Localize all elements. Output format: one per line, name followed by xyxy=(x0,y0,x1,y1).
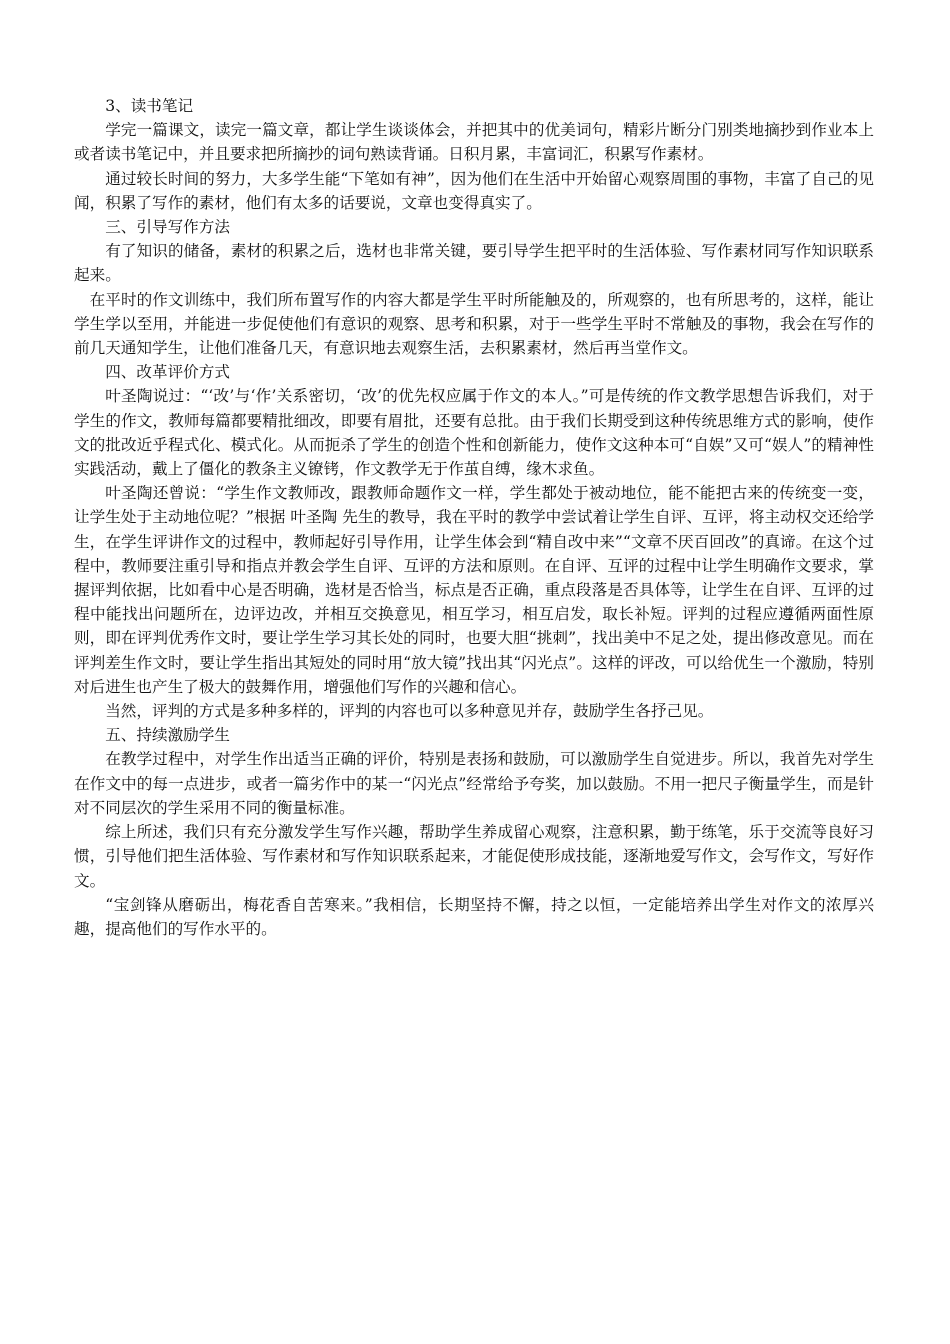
paragraph: 叶圣陶说过：“‘改’与‘作’关系密切，‘改’的优先权应属于作文的本人。”可是传统的作文教学思想告诉我们，对于学生的作文，教师每篇都要精批细改，即要有眉批，还要有总批。由于我们长期受到这种传统思维方式的影响，使作文的批改近乎程式化、模式化。从而扼杀了学生的创造个性和创新能力，使作文这种本可“自娱”又可“娱人”的精神性实践活动，戴上了僵化的教条主义镣铐，作文教学无于作茧自缚，缘木求鱼。 xyxy=(74,387,874,479)
paragraph: 叶圣陶还曾说：“学生作文教师改，跟教师命题作文一样，学生都处于被动地位，能不能把古来的传统变一变，让学生处于主动地位呢？”根据 叶圣陶 先生的教导，我在平时的教学中尝试着让学生自评、互评，将主动权交还给学生，在学生评讲作文的过程中，教师起好引导作用，让学生体会到“精自改中来”“文章不厌百回改”的真谛。在这个过程中，教师要注重引导和指点并教会学生自评、互评的方法和原则。在自评、互评的过程中让学生明确作文要求，掌握评判依据，比如看中心是否明确，选材是否恰当，标点是否正确，重点段落是否具体等，让学生在自评、互评的过程中能找出问题所在，边评边改，并相互交换意见，相互学习，相互启发，取长补短。评判的过程应遵循两面性原则，即在评判优秀作文时，要让学生学习其长处的同时，也要大胆“挑刺”，找出美中不足之处，提出修改意见。而在评判差生作文时，要让学生指出其短处的同时用“放大镜”找出其“闪光点”。这样的评改，可以给优生一个激励，特别对后进生也产生了极大的鼓舞作用，增强他们写作的兴趣和信心。 xyxy=(74,484,874,696)
paragraph: 综上所述，我们只有充分激发学生写作兴趣，帮助学生养成留心观察，注意积累，勤于练笔，乐于交流等良好习惯，引导他们把生活体验、写作素材和写作知识联系起来，才能促使形成技能，逐渐地爱写作文，会写作文，写好作文。 xyxy=(74,823,874,890)
heading-guide-writing-methods: 三、引导写作方法 xyxy=(105,218,230,237)
paragraph: 当然，评判的方式是多种多样的，评判的内容也可以多种意见并存，鼓励学生各抒己见。 xyxy=(105,702,714,721)
heading-reading-notes: 3、读书笔记 xyxy=(105,97,194,115)
heading-continuous-encouragement: 五、持续激励学生 xyxy=(105,726,230,745)
paragraph: 学完一篇课文，读完一篇文章，都让学生谈谈体会，并把其中的优美词句，精彩片断分门别类地摘抄到作业本上或者读书笔记中，并且要求把所摘抄的词句熟读背诵。日积月累，丰富词汇，积累写作素材。 xyxy=(74,121,874,164)
heading-reform-evaluation: 四、改革评价方式 xyxy=(105,363,230,382)
document-body xyxy=(74,94,874,941)
paragraph: 在平时的作文训练中，我们所布置写作的内容大都是学生平时所能触及的，所观察的，也有所思考的，这样，能让学生学以至用，并能进一步促使他们有意识的观察、思考和积累，对于一些学生平时不常触及的事物，我会在写作的前几天通知学生，让他们准备几天，有意识地去观察生活，去积累素材，然后再当堂作文。 xyxy=(74,290,874,358)
paragraph: 在教学过程中，对学生作出适当正确的评价，特别是表扬和鼓励，可以激励学生自觉进步。所以，我首先对学生在作文中的每一点进步，或者一篇劣作中的某一“闪光点”经常给予夸奖，加以鼓励。不用一把尺子衡量学生，而是针对不同层次的学生采用不同的衡量标准。 xyxy=(74,750,874,817)
paragraph: 有了知识的储备，素材的积累之后，选材也非常关键，要引导学生把平时的生活体验、写作素材同写作知识联系起来。 xyxy=(74,242,874,285)
paragraph: 通过较长时间的努力，大多学生能“下笔如有神”，因为他们在生活中开始留心观察周围的事物，丰富了自己的见闻，积累了写作的素材，他们有太多的话要说，文章也变得真实了。 xyxy=(74,169,874,212)
paragraph: “宝剑锋从磨砺出，梅花香自苦寒来。”我相信，长期坚持不懈，持之以恒，一定能培养出学生对作文的浓厚兴趣，提高他们的写作水平的。 xyxy=(74,895,874,938)
